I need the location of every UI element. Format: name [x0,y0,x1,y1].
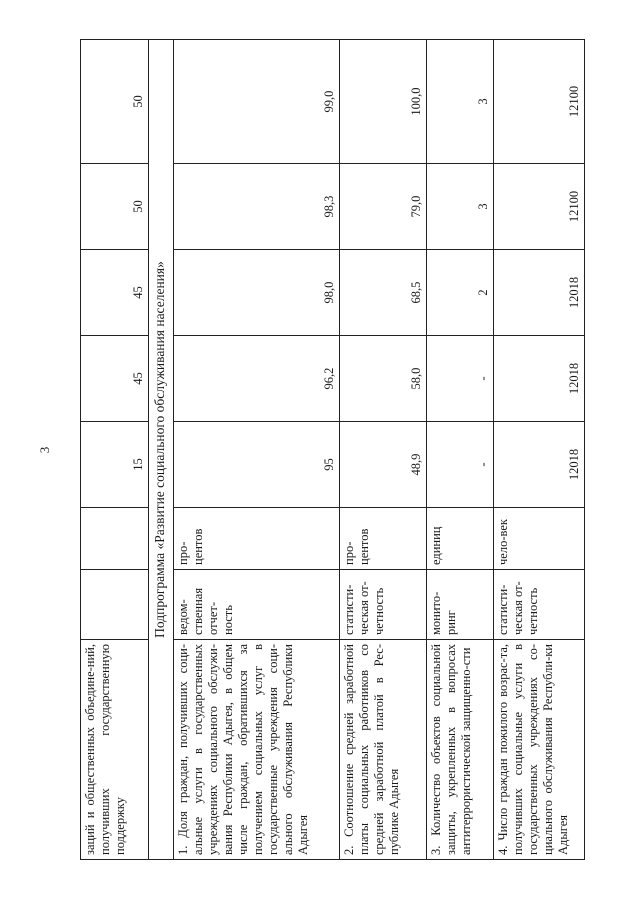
indicator-value: - [427,336,494,422]
indicator-value: 3 [427,40,494,164]
indicator-name: 4. Число граждан пожилого возрас-та, получивших социальные услуги в государственных учреждениях со-циального обслуживания Республи-ки Адыгея [494,640,585,860]
indicator-value: - [427,422,494,508]
indicator-name: заций и общественных объедине-ний, получивших государственную поддержку [81,640,149,860]
indicator-value: 96,2 [174,336,340,422]
indicator-name: 2. Соотношение средней заработной платы социальных работников со средней заработной платой в Рес-публике Адыгея [340,640,427,860]
indicator-value: 98,0 [174,250,340,336]
indicators-table [80,39,585,860]
subprogram-header-row [149,40,174,860]
table-row [427,40,494,860]
indicator-unit: про-центов [174,508,340,570]
table-row [340,40,427,860]
indicator-source: монито-ринг [427,570,494,640]
indicator-value: 98,3 [174,164,340,250]
indicator-unit: про-центов [340,508,427,570]
indicator-name: 1. Доля граждан, получивших соци-альные услуги в государственных учреждениях социального обслужи-вания Республики Адыгея, в общем числе граждан, обратившихся за получением социальных услуг в государственные учреждения соци-ального обслуживания Республики Адыгея [174,640,340,860]
indicator-value: 3 [427,164,494,250]
indicator-value: 45 [81,250,149,336]
indicator-value: 12018 [494,336,585,422]
indicator-value: 12100 [494,164,585,250]
indicator-unit: чело-век [494,508,585,570]
indicator-source: статисти-ческая от-четность [494,570,585,640]
indicator-value: 100,0 [340,40,427,164]
indicator-value: 50 [81,40,149,164]
indicator-name: 3. Количество объектов социальной защиты, укрепленных в вопросах антитеррористической защищенно-сти [427,640,494,860]
indicator-unit: единиц [427,508,494,570]
indicator-value: 95 [174,422,340,508]
indicator-source: статисти-ческая от-четность [340,570,427,640]
indicator-value: 12100 [494,40,585,164]
subprogram-title: Подпрограмма «Развитие социального обслуживания населения» [149,40,174,860]
indicator-value: 68,5 [340,250,427,336]
indicator-value: 12018 [494,250,585,336]
indicator-value: 15 [81,422,149,508]
rotated-page-content [80,40,580,860]
indicator-source: ведом-ственная отчет-ность [174,570,340,640]
indicator-value: 45 [81,336,149,422]
indicator-value: 50 [81,164,149,250]
table-container [80,40,580,860]
table-row [494,40,585,860]
indicator-value: 48,9 [340,422,427,508]
indicator-unit [81,508,149,570]
page-number: 3 [37,446,52,454]
indicator-value: 79,0 [340,164,427,250]
indicator-value: 2 [427,250,494,336]
indicator-value: 12018 [494,422,585,508]
table-row [174,40,340,860]
table-row [81,40,149,860]
indicator-value: 99,0 [174,40,340,164]
indicator-value: 58,0 [340,336,427,422]
indicator-source [81,570,149,640]
